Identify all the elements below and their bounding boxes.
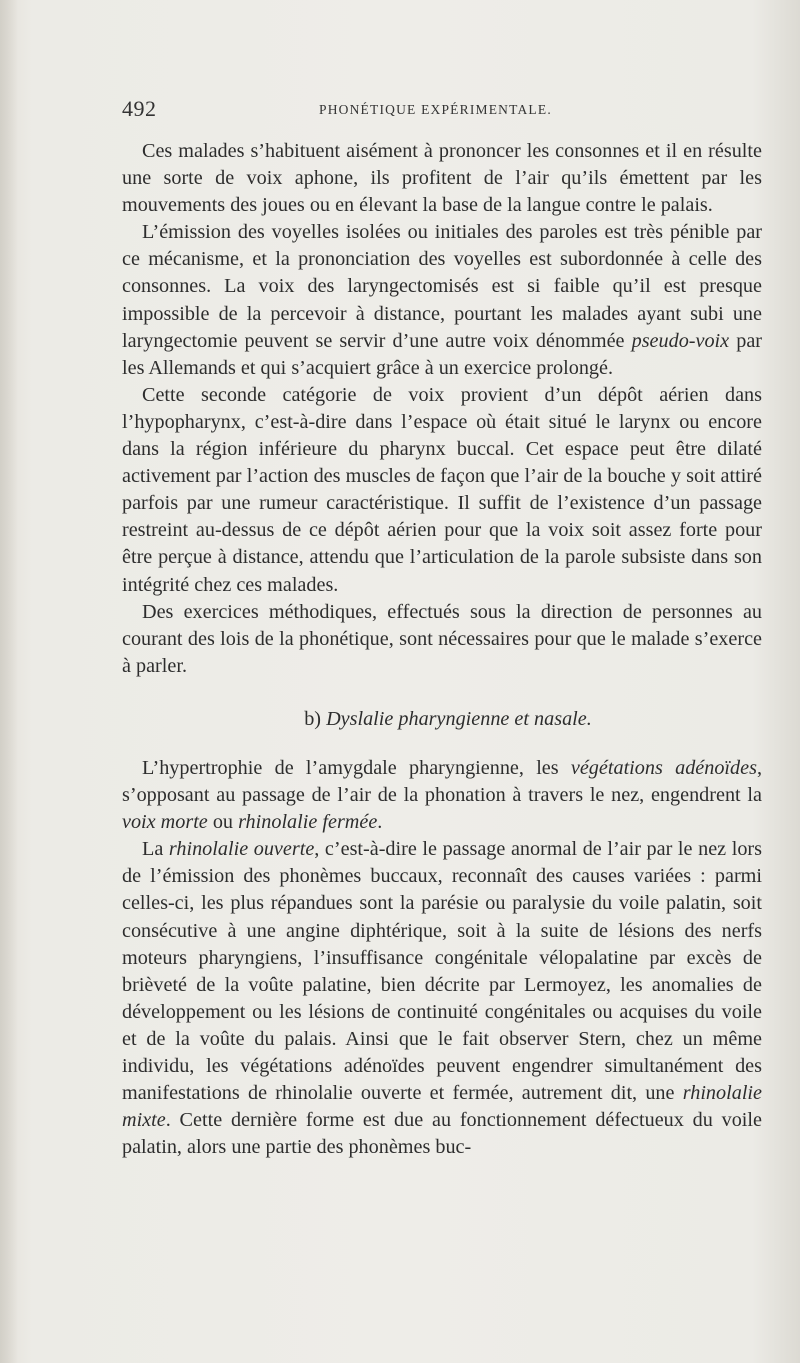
running-title: PHONÉTIQUE EXPÉRIMENTALE. <box>319 102 552 117</box>
p6-text-b: , c’est-à-dire le passage anormal de l’air par le nez lors de l’émission des phonèmes buccaux, reconnaît des causes variées : parmi celles-ci, les plus répandues sont la parésie ou paralysie du voile palatin, soit consécutive à une angine diphtérique, soit à la suite de lésions des nerfs moteurs pharyngiens, l’insuffisance congénitale vélopalatine par excès de brièveté de la voûte palatine, bien décrite par Lermoyez, les anomalies de développement ou les lésions de continuité congénitales ou acquises du voile et de la voûte du palais. Ainsi que le fait observer Stern, chez un même individu, les végétations adénoïdes peuvent engendrer simultanément des manifestations de rhinolalie ouverte et fermée, autrement dit, une <box>122 838 762 1105</box>
p6-term-rhinolalie-ouverte: rhinolalie ouverte <box>168 838 315 861</box>
p5-text-a: L’hypertrophie de l’amygdale pharyngienne, les <box>142 756 571 779</box>
paragraph-6 <box>122 836 762 1161</box>
paragraph-4: Des exercices méthodiques, effectués sous la direction de personnes au courant des lois de la phonétique, sont nécessaires pour que le malade s’exerce à parler. <box>122 600 762 677</box>
page-header <box>122 96 782 126</box>
p6-text-c: . Cette dernière forme est due au fonctionnement défectueux du voile palatin, alors une partie des phonèmes buc- <box>122 1109 762 1159</box>
p5-term-rhinolalie-fermee: rhinolalie fermée <box>238 811 378 834</box>
paragraph-1: Ces malades s’habituent aisément à prononcer les consonnes et il en résulte une sorte de voix aphone, ils profitent de l’air qu’ils émettent par les mouvements des joues ou en élevant la base de la langue contre le palais. <box>122 140 762 217</box>
page-number: 492 <box>122 96 157 121</box>
pseudo-voix-term: pseudo-voix <box>631 329 730 352</box>
p5-text-c: ou <box>207 811 239 834</box>
p5-text-b: , s’opposant au passage de l’air de la phonation à travers le nez, engendrent la <box>122 756 762 807</box>
paragraph-3: Cette seconde catégorie de voix provient d’un dépôt aérien dans l’hypopharynx, c’est-à-dire dans l’espace où était situé le larynx ou encore dans la région inférieure du pharynx buccal. Cet espace peut être dilaté activement par l’action des muscles de façon que l’air de la bouche y soit attiré parfois par une rumeur caractéristique. Il suffit de l’existence d’un passage restreint au-dessus de ce dépôt aérien pour que la voix soit assez forte pour être perçue à distance, attendu que l’articulation de la parole subsiste dans son intégrité chez ces malades. <box>122 383 762 596</box>
p5-term-voix-morte: voix morte <box>122 811 208 834</box>
p6-text-a: La <box>142 838 169 861</box>
body-text <box>122 138 762 1161</box>
section-title: Dyslalie pharyngienne et nasale. <box>326 707 592 730</box>
p5-term-vegetations: végétations adénoïdes <box>570 756 757 779</box>
paragraph-5 <box>122 755 762 836</box>
paragraph-2 <box>122 219 762 382</box>
paragraph-2-text-b: par les Allemands et qui s’acquiert grâce à un exercice prolongé. <box>122 329 763 379</box>
p5-text-d: . <box>377 811 383 834</box>
section-label: b) <box>304 707 322 730</box>
section-heading <box>122 706 762 733</box>
paragraph-2-text-a: L’émission des voyelles isolées ou initiales des paroles est très pénible par ce mécanisme, et la prononciation des voyelles est subordonnée à celle des consonnes. La voix des laryngectomisés est si faible qu’il est presque impossible de la percevoir à distance, pourtant les malades ayant subi une laryngectomie peuvent se servir d’une autre voix dénommée <box>122 221 762 352</box>
p6-term-rhinolalie-mixte: rhinolalie mixte <box>122 1082 762 1132</box>
